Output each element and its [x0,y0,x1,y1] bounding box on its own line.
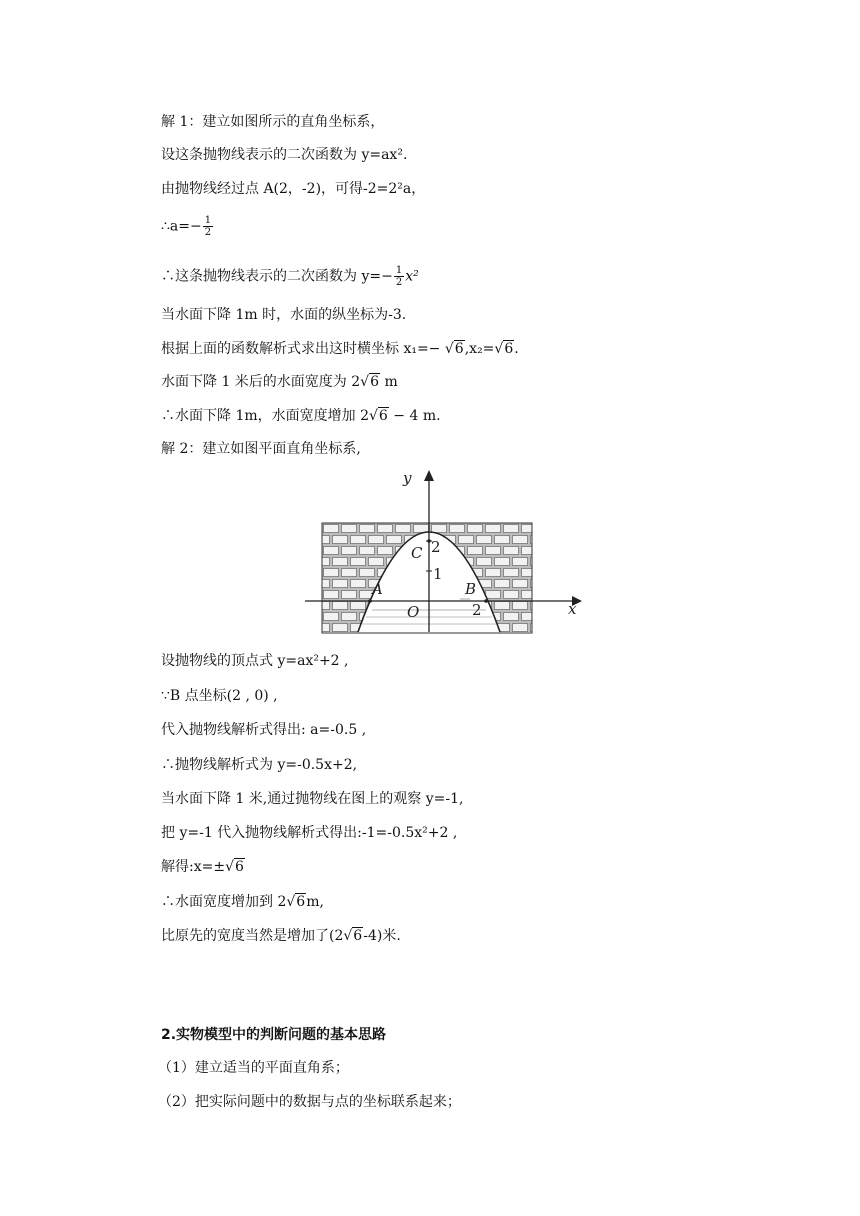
solution1-step-function-result [161,265,419,288]
x-coords-suffix: . [514,341,519,357]
sqrt-sign: √6 [360,374,380,390]
solution1-step-conclusion [161,406,441,426]
label-2-top: 2 [431,538,441,556]
fraction-denominator: 2 [204,227,212,238]
conclusion-suffix: -4)米. [363,928,401,944]
sqrt-sign: √6 [343,928,363,944]
sqrt-sign: √6 [494,341,514,357]
brick-wall [322,523,532,633]
y-axis-arrow [424,470,434,481]
solution1-step-width [161,372,398,392]
radicand: 6 [370,374,380,390]
fraction-numerator: 1 [204,215,212,226]
conclusion-prefix: 比原先的宽度当然是增加了(2 [161,928,344,944]
label-1: 1 [433,565,443,583]
radicand: 6 [378,408,388,424]
width-suffix: m [380,374,398,390]
section2-step-2: （2）把实际问题中的数据与点的坐标联系起来； [158,1094,461,1110]
solution2-step-substitute: 把 y=-1 代入抛物线解析式得出:-1=-0.5x²+2 , [161,825,458,841]
sqrt-sign: √6 [286,894,306,910]
label-y: y [403,469,412,487]
function-result-suffix: x² [405,268,419,285]
a-value-fraction [203,215,213,238]
sqrt-sign: √6 [444,341,464,357]
label-2-right: 2 [472,601,482,619]
label-x: x [568,600,577,618]
point-a [368,599,372,603]
solution1-step-a-value [161,215,214,238]
width-prefix: ∴水面宽度增加到 2 [161,894,287,910]
section2-step-1: （1）建立适当的平面直角系； [158,1060,349,1076]
solution2-step-vertex-form: 设抛物线的顶点式 y=ax²+2 , [161,653,349,669]
function-result-fraction [394,265,404,288]
solution2-step-expression: ∴抛物线解析式为 y=-0.5x+2, [161,757,358,773]
solution2-step-width [161,892,324,912]
conclusion-suffix: − 4 m. [388,408,441,424]
x-coords-prefix: 根据上面的函数解析式求出这时横坐标 x₁=− [161,341,445,357]
width-suffix: m, [306,894,324,910]
width-prefix: 水面下降 1 米后的水面宽度为 2 [161,374,361,390]
solution2-step-observe: 当水面下降 1 米,通过抛物线在图上的观察 y=-1, [161,791,464,807]
solution2-step-point-b: ∵B 点坐标(2 , 0) , [161,688,278,704]
label-b: B [465,580,477,598]
function-result-prefix: ∴这条抛物线表示的二次函数为 y=− [161,268,393,285]
sqrt-sign: √6 [369,408,388,424]
radicand: 6 [504,341,514,357]
label-c: C [411,544,423,562]
label-o: O [407,603,420,621]
solve-prefix: 解得:x=± [161,859,226,875]
label-a: A [372,580,383,598]
a-value-prefix: ∴a=− [161,218,202,235]
solution1-step-function: 设这条抛物线表示的二次函数为 y=ax². [161,147,408,163]
radicand: 6 [353,928,363,944]
radicand: 6 [454,341,464,357]
sqrt-sign: √6 [225,859,244,875]
conclusion-prefix: ∴水面下降 1m，水面宽度增加 2 [161,408,369,424]
solution2-step-solve [161,857,245,877]
point-b [484,599,488,603]
solution1-heading: 解 1：建立如图所示的直角坐标系， [161,114,385,130]
parabola-bridge-figure [300,462,590,634]
fraction-numerator: 1 [395,265,403,276]
solution1-step-x-coords [161,339,519,359]
radicand: 6 [235,859,244,875]
solution1-step-point-a: 由抛物线经过点 A(2，-2)，可得-2=2²a， [161,181,426,197]
x-coords-mid: ,x₂= [464,341,495,357]
radicand: 6 [296,894,306,910]
solution2-step-a-value: 代入抛物线解析式得出: a=-0.5 , [161,722,367,738]
solution2-heading: 解 2：建立如图平面直角坐标系, [161,441,361,457]
section2-heading: 2.实物模型中的判断问题的基本思路 [161,1027,387,1043]
fraction-denominator: 2 [395,277,403,288]
solution2-step-conclusion [161,926,401,946]
solution1-step-water-drop: 当水面下降 1m 时，水面的纵坐标为-3. [161,307,407,323]
